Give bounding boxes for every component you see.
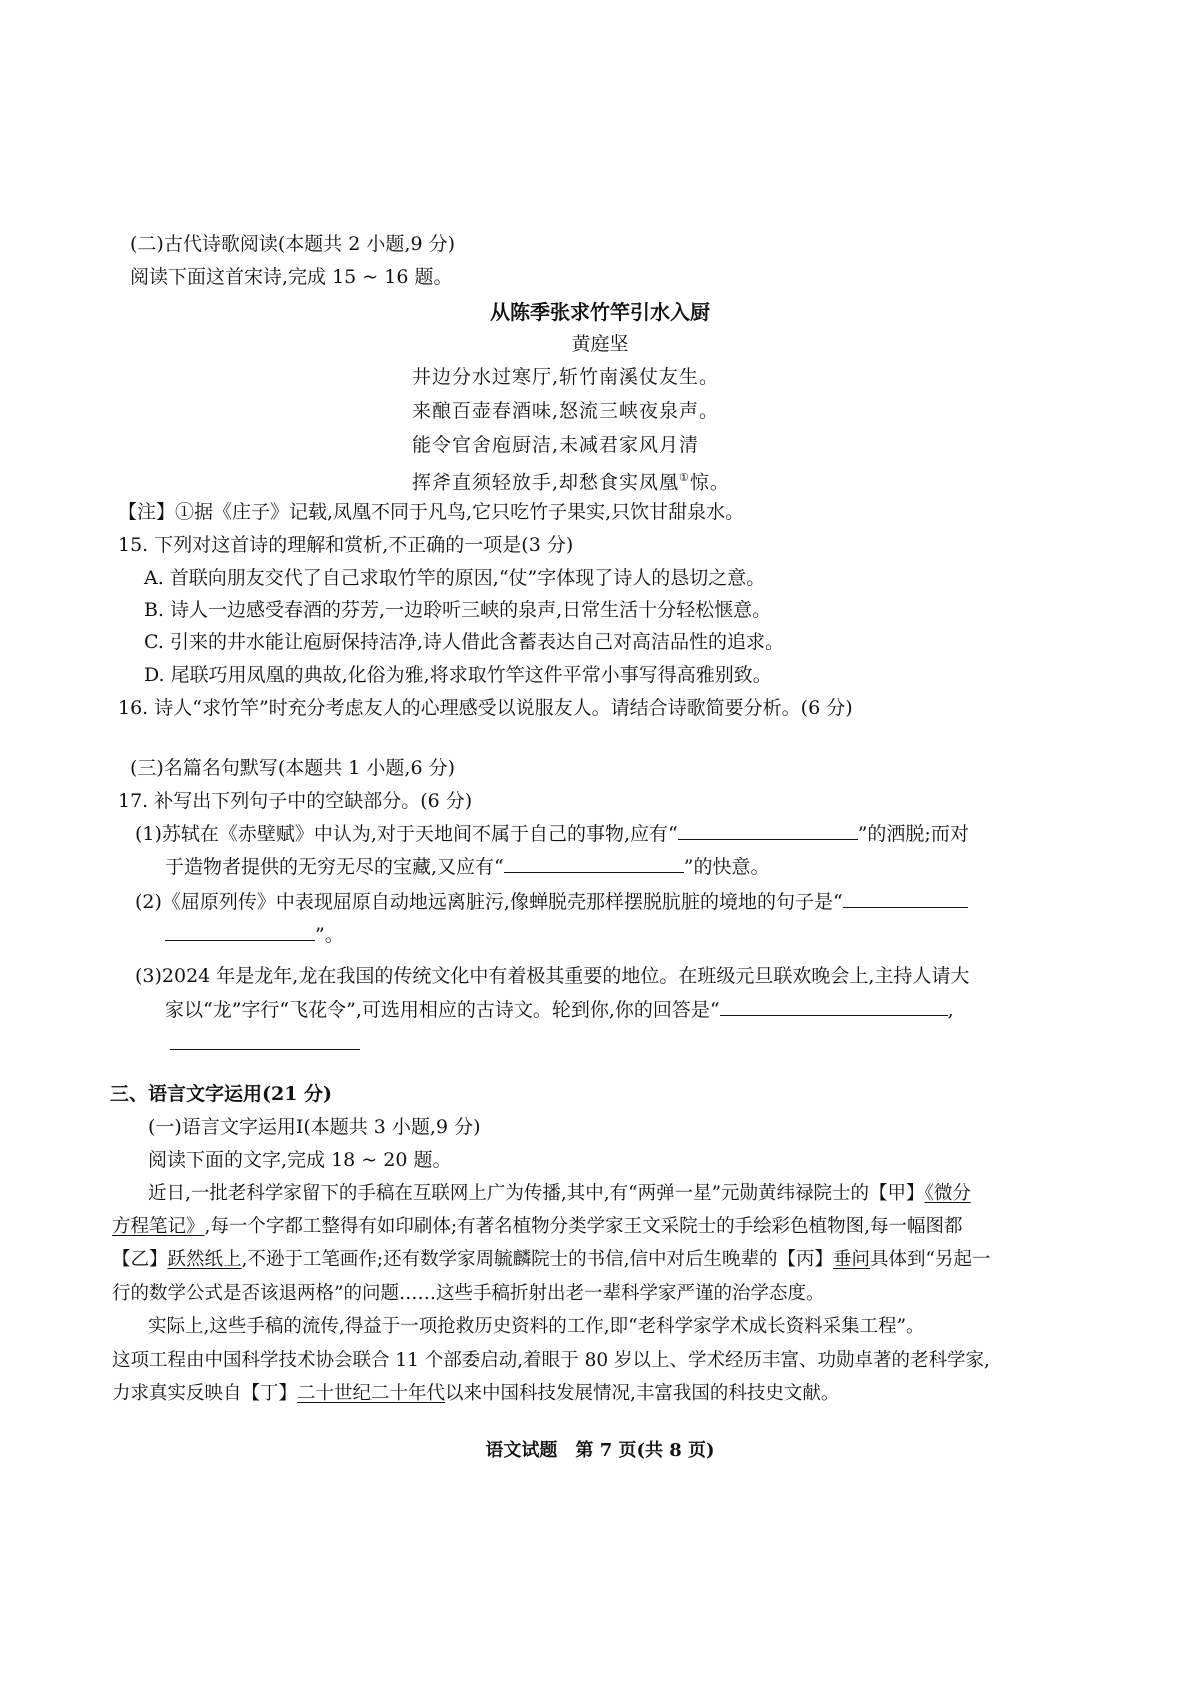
question-17-part-1-line-1: (1)苏轼在《赤壁赋》中认为,对于天地间不属于自己的事物,应有“ ”的洒脱;而对 bbox=[135, 823, 969, 845]
footnote-marker: ① bbox=[679, 471, 690, 484]
marked-phrase-bing: 垂问 bbox=[833, 1249, 871, 1270]
poem-title: 从陈季张求竹竿引水入厨 bbox=[490, 300, 710, 324]
poem-author: 黄庭坚 bbox=[571, 333, 629, 355]
marked-phrase-jia-cont: 方程笔记》 bbox=[112, 1216, 205, 1237]
passage-line-5: 实际上,这些手稿的流传,得益于一项抢救历史资料的工作,即“老科学家学术成长资料采集工程”。 bbox=[148, 1316, 925, 1337]
question-17-part-2-line-2: ”。 bbox=[165, 921, 344, 949]
answer-blank-6[interactable] bbox=[170, 1048, 360, 1050]
question-17-part-1-line-2: 于造物者提供的无穷无尽的宝藏,又应有“ ”的快意。 bbox=[165, 856, 770, 878]
question-15-option-a: A. 首联向朋友交代了自己求取竹竿的原因,“仗”字体现了诗人的恳切之意。 bbox=[144, 567, 766, 589]
section-heading-poetry: (二)古代诗歌阅读(本题共 2 小题,9 分) bbox=[130, 233, 455, 255]
question-17-part-3-line-3 bbox=[170, 1030, 360, 1058]
passage-line-1: 近日,一批老科学家留下的手稿在互联网上广为传播,其中,有“两弹一星”元勋黄纬禄院士的【甲】《微分 bbox=[148, 1183, 971, 1204]
answer-blank-4[interactable] bbox=[165, 939, 315, 941]
question-15-option-b: B. 诗人一边感受春酒的芬芳,一边聆听三峡的泉声,日常生活十分轻松惬意。 bbox=[144, 599, 772, 621]
question-15-option-c: C. 引来的井水能让庖厨保持洁净,诗人借此含蓄表达自己对高洁品性的追求。 bbox=[144, 631, 784, 653]
poem-line-4: 挥斧直须轻放手,却愁食实凤凰①惊。 bbox=[412, 471, 730, 494]
question-16-stem: 16. 诗人“求竹竿”时充分考虑友人的心理感受以说服友人。请结合诗歌简要分析。(6 分) bbox=[118, 697, 853, 719]
passage-line-6: 这项工程由中国科学技术协会联合 11 个部委启动,着眼于 80 岁以上、学术经历丰富、功勋卓著的老科学家, bbox=[112, 1350, 990, 1371]
question-15-stem: 15. 下列对这首诗的理解和赏析,不正确的一项是(3 分) bbox=[118, 534, 574, 556]
marked-phrase-ding: 二十世纪二十年代 bbox=[297, 1383, 446, 1404]
poem-line-2: 来酿百壶春酒味,怒流三峡夜泉声。 bbox=[412, 400, 720, 422]
marked-phrase-jia: 《微分 bbox=[924, 1183, 971, 1204]
question-17-part-2-line-1: (2)《屈原列传》中表现屈原自动地远离脏污,像蝉脱壳那样摆脱肮脏的境地的句子是“ bbox=[135, 888, 968, 916]
poem-note: 【注】①据《庄子》记载,凤凰不同于凡鸟,它只吃竹子果实,只饮甘甜泉水。 bbox=[118, 501, 745, 523]
page-footer: 语文试题 第 7 页(共 8 页) bbox=[485, 1440, 715, 1461]
passage-line-7: 力求真实反映自【丁】二十世纪二十年代以来中国科技发展情况,丰富我国的科技史文献。 bbox=[112, 1383, 840, 1404]
question-17-part-3-line-1: (3)2024 年是龙年,龙在我国的传统文化中有着极其重要的地位。在班级元旦联欢晚会上,主持人请大 bbox=[135, 965, 970, 987]
passage-line-3: 【乙】跃然纸上,不逊于工笔画作;还有数学家周毓麟院士的书信,信中对后生晚辈的【丙】垂问具体到“另起一 bbox=[112, 1249, 991, 1270]
poem-line-1: 井边分水过寒厅,斩竹南溪仗友生。 bbox=[412, 366, 720, 388]
answer-blank-3[interactable] bbox=[843, 906, 968, 908]
passage-line-4: 行的数学公式是否该退两格”的问题……这些手稿折射出老一辈科学家严谨的治学态度。 bbox=[112, 1283, 825, 1304]
answer-blank-5[interactable] bbox=[720, 1014, 948, 1016]
question-17-stem: 17. 补写出下列句子中的空缺部分。(6 分) bbox=[118, 790, 473, 812]
language-use-instruction: 阅读下面的文字,完成 18 ~ 20 题。 bbox=[148, 1149, 452, 1171]
answer-blank-1[interactable] bbox=[678, 838, 858, 840]
language-use-subheading: (一)语言文字运用Ⅰ(本题共 3 小题,9 分) bbox=[148, 1116, 481, 1138]
marked-phrase-yi: 跃然纸上 bbox=[167, 1249, 242, 1270]
poetry-instruction: 阅读下面这首宋诗,完成 15 ~ 16 题。 bbox=[130, 266, 453, 288]
section-heading-recitation: (三)名篇名句默写(本题共 1 小题,6 分) bbox=[130, 757, 455, 779]
poem-line-3: 能令官舍庖厨洁,未减君家风月清 bbox=[412, 434, 700, 456]
part-3-heading: 三、语言文字运用(21 分) bbox=[110, 1083, 333, 1105]
question-17-part-3-line-2: 家以“龙”字行“飞花令”,可选用相应的古诗文。轮到你,你的回答是“ , bbox=[165, 999, 954, 1021]
question-15-option-d: D. 尾联巧用凤凰的典故,化俗为雅,将求取竹竿这件平常小事写得高雅别致。 bbox=[144, 664, 772, 686]
answer-blank-2[interactable] bbox=[504, 871, 684, 873]
passage-line-2: 方程笔记》,每一个字都工整得有如印刷体;有著名植物分类学家王文采院士的手绘彩色植物图,每一幅图都 bbox=[112, 1216, 963, 1237]
